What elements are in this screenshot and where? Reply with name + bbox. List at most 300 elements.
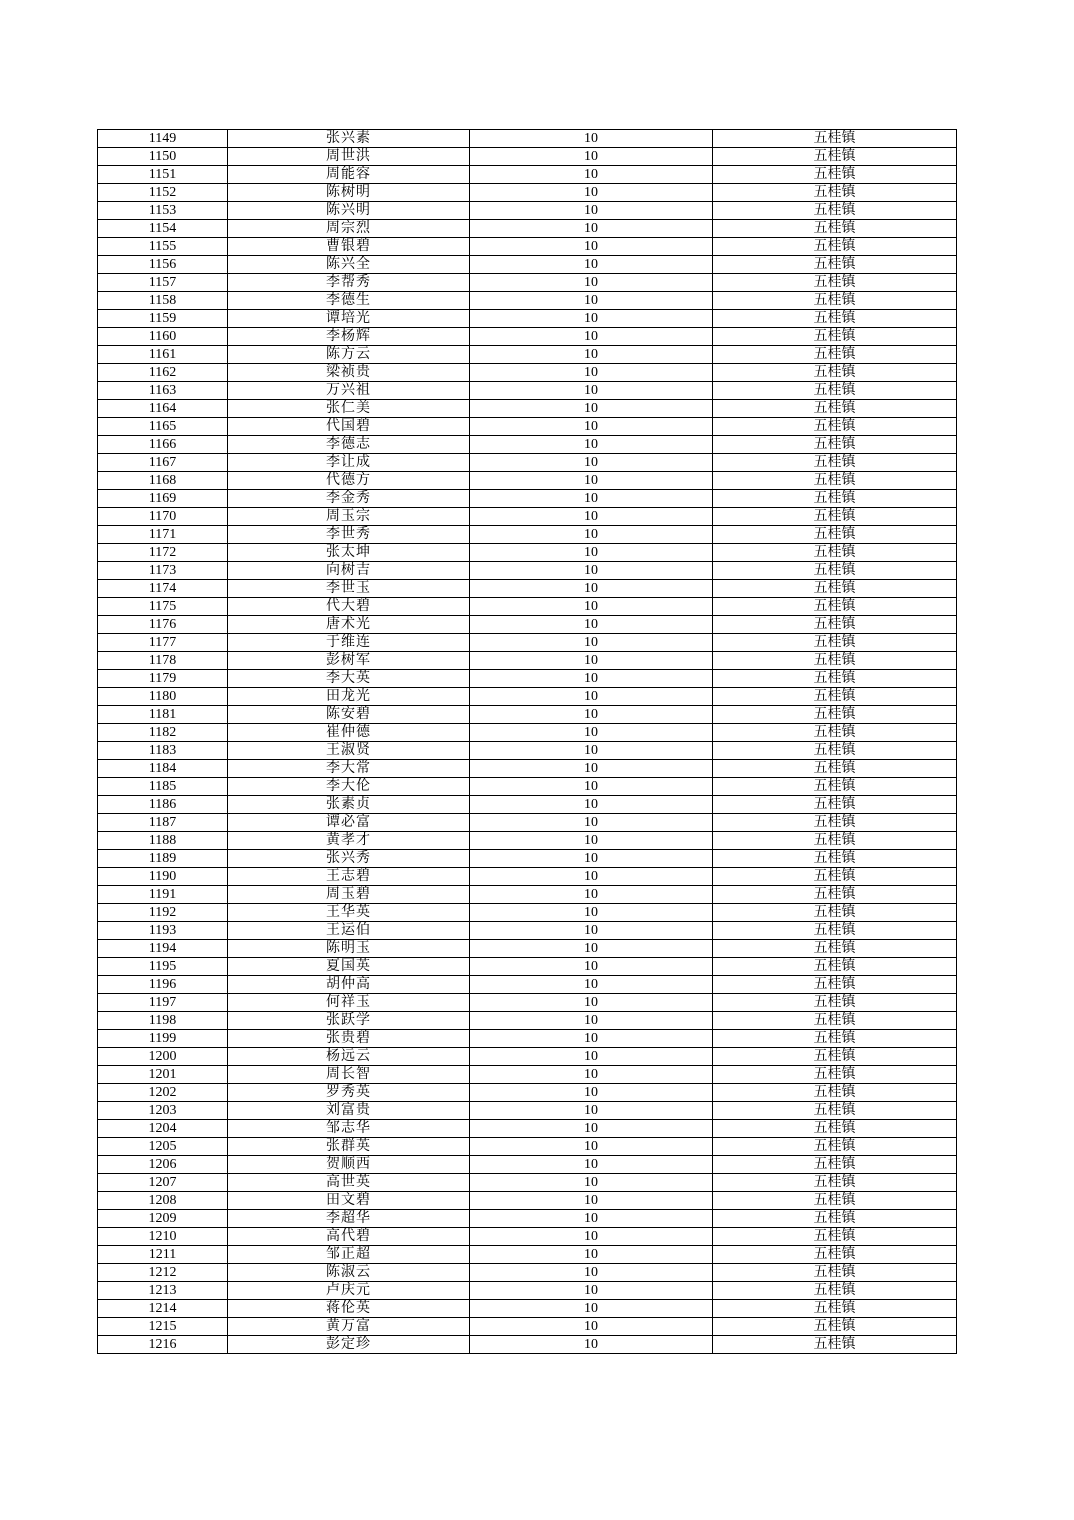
amount-cell: 10	[470, 1030, 713, 1048]
amount-cell: 10	[470, 310, 713, 328]
table-row	[98, 958, 957, 976]
person-name-cell: 高代碧	[228, 1228, 470, 1246]
town-cell: 五桂镇	[713, 508, 957, 526]
person-name-cell: 陈淑云	[228, 1264, 470, 1282]
amount-cell: 10	[470, 742, 713, 760]
amount-cell: 10	[470, 382, 713, 400]
town-cell: 五桂镇	[713, 832, 957, 850]
table-row	[98, 850, 957, 868]
town-cell: 五桂镇	[713, 796, 957, 814]
amount-cell: 10	[470, 1102, 713, 1120]
amount-cell: 10	[470, 832, 713, 850]
table-row	[98, 1066, 957, 1084]
table-row	[98, 166, 957, 184]
town-cell: 五桂镇	[713, 886, 957, 904]
row-number-cell: 1162	[98, 364, 228, 382]
town-cell: 五桂镇	[713, 742, 957, 760]
town-cell: 五桂镇	[713, 562, 957, 580]
amount-cell: 10	[470, 292, 713, 310]
row-number-cell: 1193	[98, 922, 228, 940]
person-name-cell: 李世秀	[228, 526, 470, 544]
row-number-cell: 1167	[98, 454, 228, 472]
amount-cell: 10	[470, 904, 713, 922]
row-number-cell: 1165	[98, 418, 228, 436]
person-name-cell: 向树吉	[228, 562, 470, 580]
town-cell: 五桂镇	[713, 1102, 957, 1120]
table-row	[98, 472, 957, 490]
table-row	[98, 1174, 957, 1192]
person-name-cell: 邹志华	[228, 1120, 470, 1138]
row-number-cell: 1197	[98, 994, 228, 1012]
amount-cell: 10	[470, 634, 713, 652]
person-name-cell: 罗秀英	[228, 1084, 470, 1102]
town-cell: 五桂镇	[713, 364, 957, 382]
person-name-cell: 于维连	[228, 634, 470, 652]
person-name-cell: 周长智	[228, 1066, 470, 1084]
row-number-cell: 1172	[98, 544, 228, 562]
town-cell: 五桂镇	[713, 220, 957, 238]
person-name-cell: 何祥玉	[228, 994, 470, 1012]
person-name-cell: 田文碧	[228, 1192, 470, 1210]
roster-table	[97, 129, 957, 1354]
person-name-cell: 谭必富	[228, 814, 470, 832]
amount-cell: 10	[470, 1174, 713, 1192]
person-name-cell: 代国碧	[228, 418, 470, 436]
amount-cell: 10	[470, 526, 713, 544]
amount-cell: 10	[470, 976, 713, 994]
town-cell: 五桂镇	[713, 1048, 957, 1066]
person-name-cell: 李让成	[228, 454, 470, 472]
town-cell: 五桂镇	[713, 274, 957, 292]
table-row	[98, 1282, 957, 1300]
amount-cell: 10	[470, 436, 713, 454]
row-number-cell: 1169	[98, 490, 228, 508]
amount-cell: 10	[470, 670, 713, 688]
table-row	[98, 832, 957, 850]
table-row	[98, 868, 957, 886]
table-row	[98, 994, 957, 1012]
town-cell: 五桂镇	[713, 130, 957, 148]
town-cell: 五桂镇	[713, 1120, 957, 1138]
town-cell: 五桂镇	[713, 940, 957, 958]
person-name-cell: 田龙光	[228, 688, 470, 706]
person-name-cell: 代德方	[228, 472, 470, 490]
person-name-cell: 张太坤	[228, 544, 470, 562]
table-row	[98, 580, 957, 598]
person-name-cell: 杨远云	[228, 1048, 470, 1066]
table-row	[98, 760, 957, 778]
person-name-cell: 王志碧	[228, 868, 470, 886]
row-number-cell: 1153	[98, 202, 228, 220]
row-number-cell: 1185	[98, 778, 228, 796]
row-number-cell: 1213	[98, 1282, 228, 1300]
amount-cell: 10	[470, 472, 713, 490]
table-row	[98, 706, 957, 724]
row-number-cell: 1176	[98, 616, 228, 634]
amount-cell: 10	[470, 454, 713, 472]
amount-cell: 10	[470, 1048, 713, 1066]
row-number-cell: 1158	[98, 292, 228, 310]
town-cell: 五桂镇	[713, 526, 957, 544]
table-row	[98, 688, 957, 706]
table-row	[98, 544, 957, 562]
row-number-cell: 1183	[98, 742, 228, 760]
person-name-cell: 王华英	[228, 904, 470, 922]
town-cell: 五桂镇	[713, 598, 957, 616]
amount-cell: 10	[470, 886, 713, 904]
table-row	[98, 1102, 957, 1120]
row-number-cell: 1179	[98, 670, 228, 688]
row-number-cell: 1196	[98, 976, 228, 994]
person-name-cell: 彭树军	[228, 652, 470, 670]
town-cell: 五桂镇	[713, 976, 957, 994]
row-number-cell: 1208	[98, 1192, 228, 1210]
amount-cell: 10	[470, 1264, 713, 1282]
town-cell: 五桂镇	[713, 1156, 957, 1174]
amount-cell: 10	[470, 796, 713, 814]
amount-cell: 10	[470, 1066, 713, 1084]
amount-cell: 10	[470, 220, 713, 238]
row-number-cell: 1177	[98, 634, 228, 652]
table-row	[98, 418, 957, 436]
table-row	[98, 436, 957, 454]
person-name-cell: 陈明玉	[228, 940, 470, 958]
table-row	[98, 184, 957, 202]
amount-cell: 10	[470, 958, 713, 976]
town-cell: 五桂镇	[713, 202, 957, 220]
person-name-cell: 李帮秀	[228, 274, 470, 292]
town-cell: 五桂镇	[713, 652, 957, 670]
row-number-cell: 1186	[98, 796, 228, 814]
amount-cell: 10	[470, 184, 713, 202]
amount-cell: 10	[470, 562, 713, 580]
town-cell: 五桂镇	[713, 616, 957, 634]
row-number-cell: 1209	[98, 1210, 228, 1228]
row-number-cell: 1191	[98, 886, 228, 904]
row-number-cell: 1156	[98, 256, 228, 274]
row-number-cell: 1173	[98, 562, 228, 580]
person-name-cell: 李德生	[228, 292, 470, 310]
row-number-cell: 1189	[98, 850, 228, 868]
table-row	[98, 256, 957, 274]
table-row	[98, 454, 957, 472]
amount-cell: 10	[470, 130, 713, 148]
town-cell: 五桂镇	[713, 958, 957, 976]
row-number-cell: 1180	[98, 688, 228, 706]
amount-cell: 10	[470, 778, 713, 796]
amount-cell: 10	[470, 850, 713, 868]
town-cell: 五桂镇	[713, 580, 957, 598]
person-name-cell: 张群英	[228, 1138, 470, 1156]
row-number-cell: 1154	[98, 220, 228, 238]
amount-cell: 10	[470, 1300, 713, 1318]
town-cell: 五桂镇	[713, 238, 957, 256]
table-row	[98, 796, 957, 814]
amount-cell: 10	[470, 1192, 713, 1210]
person-name-cell: 李大英	[228, 670, 470, 688]
row-number-cell: 1205	[98, 1138, 228, 1156]
row-number-cell: 1200	[98, 1048, 228, 1066]
amount-cell: 10	[470, 1084, 713, 1102]
table-row	[98, 526, 957, 544]
person-name-cell: 曹银碧	[228, 238, 470, 256]
table-row	[98, 508, 957, 526]
table-row	[98, 292, 957, 310]
table-row	[98, 1336, 957, 1354]
amount-cell: 10	[470, 1156, 713, 1174]
town-cell: 五桂镇	[713, 724, 957, 742]
table-row	[98, 940, 957, 958]
table-row	[98, 652, 957, 670]
row-number-cell: 1201	[98, 1066, 228, 1084]
person-name-cell: 王淑贤	[228, 742, 470, 760]
person-name-cell: 李超华	[228, 1210, 470, 1228]
town-cell: 五桂镇	[713, 706, 957, 724]
town-cell: 五桂镇	[713, 814, 957, 832]
row-number-cell: 1195	[98, 958, 228, 976]
amount-cell: 10	[470, 814, 713, 832]
amount-cell: 10	[470, 346, 713, 364]
table-row	[98, 670, 957, 688]
table-row	[98, 922, 957, 940]
person-name-cell: 李大常	[228, 760, 470, 778]
row-number-cell: 1199	[98, 1030, 228, 1048]
amount-cell: 10	[470, 1210, 713, 1228]
town-cell: 五桂镇	[713, 292, 957, 310]
town-cell: 五桂镇	[713, 850, 957, 868]
row-number-cell: 1182	[98, 724, 228, 742]
town-cell: 五桂镇	[713, 634, 957, 652]
table-row	[98, 274, 957, 292]
amount-cell: 10	[470, 724, 713, 742]
table-row	[98, 1048, 957, 1066]
town-cell: 五桂镇	[713, 868, 957, 886]
person-name-cell: 王运伯	[228, 922, 470, 940]
amount-cell: 10	[470, 544, 713, 562]
town-cell: 五桂镇	[713, 346, 957, 364]
amount-cell: 10	[470, 1336, 713, 1354]
amount-cell: 10	[470, 1138, 713, 1156]
amount-cell: 10	[470, 364, 713, 382]
row-number-cell: 1152	[98, 184, 228, 202]
amount-cell: 10	[470, 1282, 713, 1300]
town-cell: 五桂镇	[713, 472, 957, 490]
row-number-cell: 1202	[98, 1084, 228, 1102]
town-cell: 五桂镇	[713, 670, 957, 688]
row-number-cell: 1198	[98, 1012, 228, 1030]
row-number-cell: 1210	[98, 1228, 228, 1246]
town-cell: 五桂镇	[713, 1300, 957, 1318]
table-row	[98, 364, 957, 382]
table-row	[98, 1030, 957, 1048]
table-row	[98, 1138, 957, 1156]
amount-cell: 10	[470, 238, 713, 256]
town-cell: 五桂镇	[713, 922, 957, 940]
town-cell: 五桂镇	[713, 760, 957, 778]
town-cell: 五桂镇	[713, 1066, 957, 1084]
row-number-cell: 1178	[98, 652, 228, 670]
person-name-cell: 陈树明	[228, 184, 470, 202]
amount-cell: 10	[470, 148, 713, 166]
town-cell: 五桂镇	[713, 418, 957, 436]
person-name-cell: 梁祯贵	[228, 364, 470, 382]
table-row	[98, 724, 957, 742]
amount-cell: 10	[470, 274, 713, 292]
town-cell: 五桂镇	[713, 1318, 957, 1336]
row-number-cell: 1204	[98, 1120, 228, 1138]
row-number-cell: 1155	[98, 238, 228, 256]
table-row	[98, 1120, 957, 1138]
table-row	[98, 238, 957, 256]
row-number-cell: 1163	[98, 382, 228, 400]
person-name-cell: 陈兴全	[228, 256, 470, 274]
amount-cell: 10	[470, 940, 713, 958]
row-number-cell: 1161	[98, 346, 228, 364]
row-number-cell: 1211	[98, 1246, 228, 1264]
amount-cell: 10	[470, 922, 713, 940]
town-cell: 五桂镇	[713, 544, 957, 562]
table-row	[98, 1192, 957, 1210]
table-row	[98, 1084, 957, 1102]
table-row	[98, 1228, 957, 1246]
town-cell: 五桂镇	[713, 490, 957, 508]
amount-cell: 10	[470, 580, 713, 598]
person-name-cell: 周宗烈	[228, 220, 470, 238]
person-name-cell: 周玉碧	[228, 886, 470, 904]
amount-cell: 10	[470, 652, 713, 670]
table-row	[98, 130, 957, 148]
table-row	[98, 778, 957, 796]
row-number-cell: 1187	[98, 814, 228, 832]
table-row	[98, 1246, 957, 1264]
amount-cell: 10	[470, 1012, 713, 1030]
table-row	[98, 598, 957, 616]
town-cell: 五桂镇	[713, 1282, 957, 1300]
table-row	[98, 976, 957, 994]
table-row	[98, 400, 957, 418]
amount-cell: 10	[470, 256, 713, 274]
table-row	[98, 1156, 957, 1174]
row-number-cell: 1170	[98, 508, 228, 526]
table-row	[98, 814, 957, 832]
table-row	[98, 886, 957, 904]
row-number-cell: 1184	[98, 760, 228, 778]
town-cell: 五桂镇	[713, 382, 957, 400]
table-row	[98, 220, 957, 238]
amount-cell: 10	[470, 616, 713, 634]
row-number-cell: 1212	[98, 1264, 228, 1282]
row-number-cell: 1171	[98, 526, 228, 544]
person-name-cell: 彭定珍	[228, 1336, 470, 1354]
person-name-cell: 邹正超	[228, 1246, 470, 1264]
table-row	[98, 1012, 957, 1030]
amount-cell: 10	[470, 1120, 713, 1138]
amount-cell: 10	[470, 202, 713, 220]
amount-cell: 10	[470, 598, 713, 616]
town-cell: 五桂镇	[713, 1246, 957, 1264]
table-row	[98, 310, 957, 328]
person-name-cell: 蒋伦英	[228, 1300, 470, 1318]
person-name-cell: 张素贞	[228, 796, 470, 814]
town-cell: 五桂镇	[713, 328, 957, 346]
table-row	[98, 1300, 957, 1318]
row-number-cell: 1174	[98, 580, 228, 598]
person-name-cell: 张仁美	[228, 400, 470, 418]
table-row	[98, 616, 957, 634]
town-cell: 五桂镇	[713, 688, 957, 706]
amount-cell: 10	[470, 1318, 713, 1336]
row-number-cell: 1160	[98, 328, 228, 346]
town-cell: 五桂镇	[713, 400, 957, 418]
table-row	[98, 148, 957, 166]
town-cell: 五桂镇	[713, 436, 957, 454]
person-name-cell: 李大伦	[228, 778, 470, 796]
row-number-cell: 1166	[98, 436, 228, 454]
town-cell: 五桂镇	[713, 1084, 957, 1102]
row-number-cell: 1206	[98, 1156, 228, 1174]
amount-cell: 10	[470, 994, 713, 1012]
amount-cell: 10	[470, 868, 713, 886]
person-name-cell: 代大碧	[228, 598, 470, 616]
amount-cell: 10	[470, 1246, 713, 1264]
person-name-cell: 李德志	[228, 436, 470, 454]
person-name-cell: 李金秀	[228, 490, 470, 508]
amount-cell: 10	[470, 688, 713, 706]
person-name-cell: 崔仲德	[228, 724, 470, 742]
row-number-cell: 1216	[98, 1336, 228, 1354]
town-cell: 五桂镇	[713, 1210, 957, 1228]
table-row	[98, 742, 957, 760]
row-number-cell: 1150	[98, 148, 228, 166]
table-row	[98, 1318, 957, 1336]
person-name-cell: 张兴素	[228, 130, 470, 148]
person-name-cell: 李世玉	[228, 580, 470, 598]
town-cell: 五桂镇	[713, 1174, 957, 1192]
person-name-cell: 黄万富	[228, 1318, 470, 1336]
table-row	[98, 1264, 957, 1282]
person-name-cell: 夏国英	[228, 958, 470, 976]
person-name-cell: 周能容	[228, 166, 470, 184]
person-name-cell: 张兴秀	[228, 850, 470, 868]
person-name-cell: 贺顺西	[228, 1156, 470, 1174]
person-name-cell: 周世洪	[228, 148, 470, 166]
person-name-cell: 卢庆元	[228, 1282, 470, 1300]
amount-cell: 10	[470, 400, 713, 418]
amount-cell: 10	[470, 760, 713, 778]
row-number-cell: 1190	[98, 868, 228, 886]
amount-cell: 10	[470, 1228, 713, 1246]
table-row	[98, 328, 957, 346]
amount-cell: 10	[470, 166, 713, 184]
person-name-cell: 万兴祖	[228, 382, 470, 400]
row-number-cell: 1207	[98, 1174, 228, 1192]
amount-cell: 10	[470, 490, 713, 508]
row-number-cell: 1214	[98, 1300, 228, 1318]
table-row	[98, 346, 957, 364]
row-number-cell: 1181	[98, 706, 228, 724]
roster-table-body	[98, 130, 957, 1354]
row-number-cell: 1151	[98, 166, 228, 184]
town-cell: 五桂镇	[713, 1336, 957, 1354]
person-name-cell: 黄孝才	[228, 832, 470, 850]
row-number-cell: 1168	[98, 472, 228, 490]
row-number-cell: 1194	[98, 940, 228, 958]
person-name-cell: 谭培光	[228, 310, 470, 328]
amount-cell: 10	[470, 328, 713, 346]
town-cell: 五桂镇	[713, 184, 957, 202]
town-cell: 五桂镇	[713, 778, 957, 796]
person-name-cell: 张跃学	[228, 1012, 470, 1030]
